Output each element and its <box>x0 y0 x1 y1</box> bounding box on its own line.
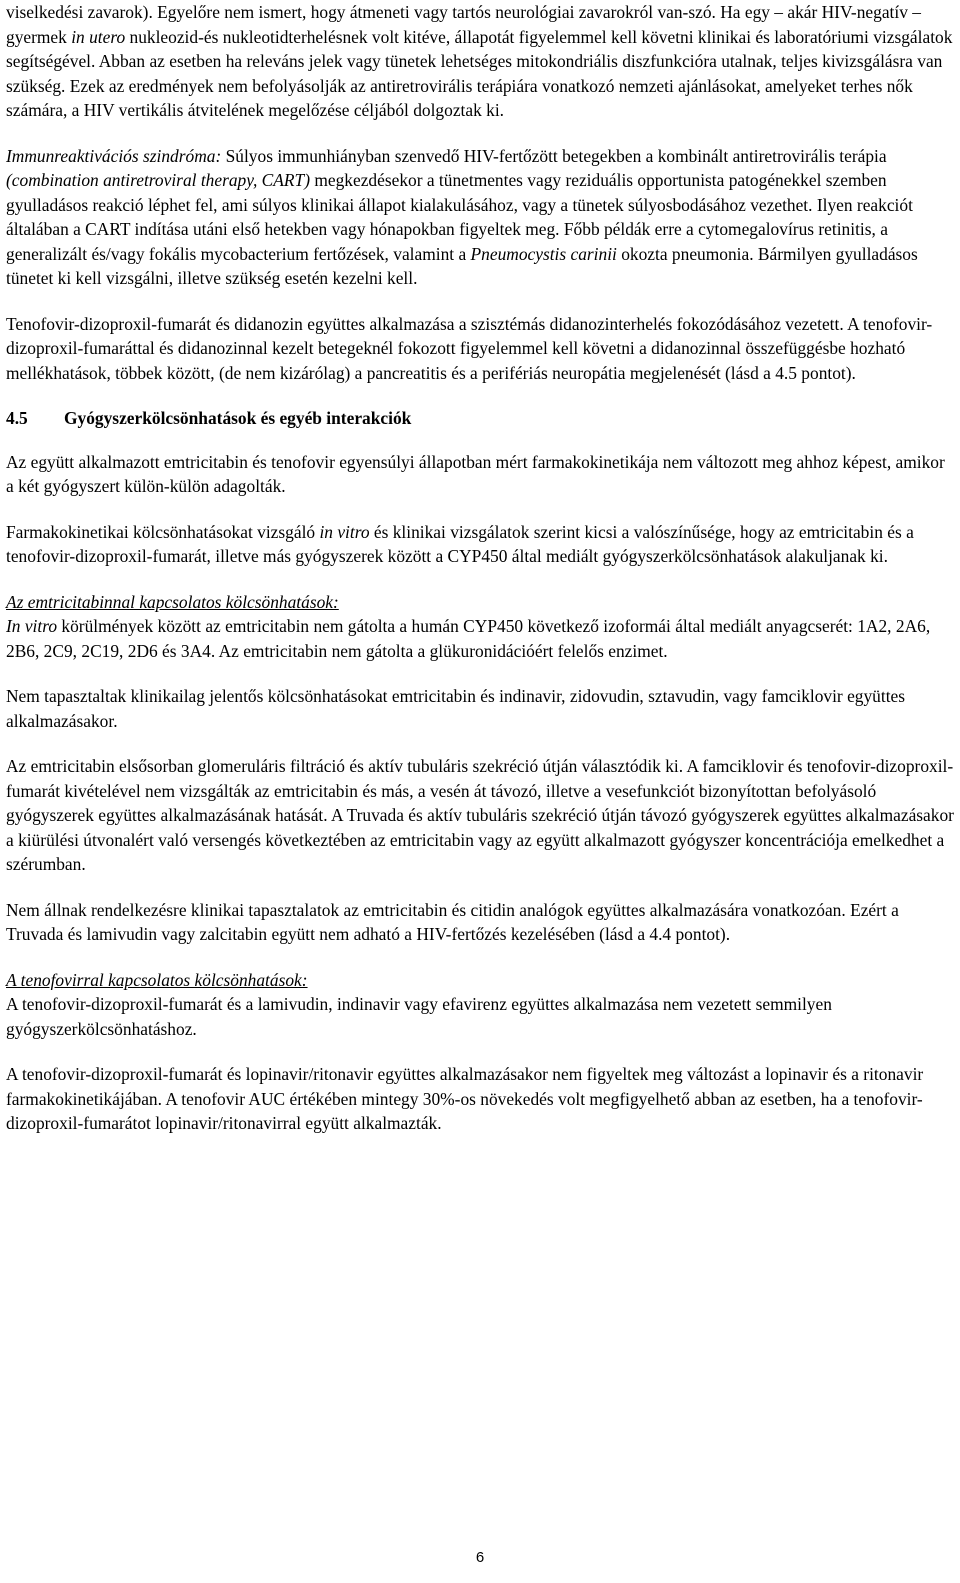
paragraph-didanosine: Tenofovir-dizoproxil-fumarát és didanozin együttes alkalmazása a szisztémás didanozinterhelés fokozódásához vezetett. A tenofovir-dizoproxil-fumaráttal és didanozinnal kezelt betegeknél fokozott figyelemmel kell követni a didanozinnal összefüggésbe hozható mellékhatások, többek között, (de nem kizárólag) a pancreatitis és a perifériás neuropátia megjelenését (lásd a 4.5 pontot). <box>6 313 933 383</box>
subsection-title: A tenofovirral kapcsolatos kölcsönhatások: <box>6 969 308 990</box>
section-title: Gyógyszerkölcsönhatások és egyéb interakciók <box>64 408 412 428</box>
section-number: 4.5 <box>6 408 28 428</box>
section-heading <box>6 406 954 431</box>
paragraph-cytidine-analogues: Nem állnak rendelkezésre klinikai tapasztalatok az emtricitabin és citidin analógok együttes alkalmazására vonatkozóan. Ezért a Truvada és lamivudin vagy zalcitabin együtt nem adható a HIV-fertőzés kezelésében (lásd a 4.4 pontot). <box>6 899 899 944</box>
text-span: viselkedési zavarok). Egyelőre nem ismert, hogy átmeneti vagy tartós neurológiai zavarokról van-szó. Ha egy – akár HIV-negatív – gyermek <box>6 2 921 47</box>
text-span: körülmények között az emtricitabin nem gátolta a humán CYP450 következő izoformái által mediált anyagcserét: 1A2, 2A6, 2B6, 2C9, 2C19, 2D6 és 3A4. Az emtricitabin nem gátolta a glükuronidációért felelős enzimet. <box>6 616 931 661</box>
document-page <box>6 0 954 1136</box>
paragraph-renal-elimination: Az emtricitabin elsősorban glomeruláris filtráció és aktív tubuláris szekréció útján választódik ki. A famciklovir és tenofovir-dizoproxil-fumarát kivételével nem vizsgálták az emtricitabin és más, a vesén át távozó, illetve a vesefunkciót bizonyítottan befolyásoló gyógyszerek együttes alkalmazásának hatását. A Truvada és aktív tubuláris szekréció útján távozó gyógyszerek együttes alkalmazásakor a kiürülési útvonalért való versengés következtében az emtricitabin vagy az együtt alkalmazott gyógyszer koncentrációja emelkedhet a szérumban. <box>6 756 954 874</box>
italic-term: In vitro <box>6 616 58 636</box>
text-span: nukleozid-és nukleotidterhelésnek volt kitéve, állapotát figyelemmel kell követni klinikai és laboratóriumi vizsgálatok segítségével. Abban az esetben ha releváns jelek vagy tünetek lehetséges mitokondriális diszfunkcióra utalnak, teljes kivizsgálásra van szükség. Ezek az eredmények nem befolyásolják az antiretrovirális terápiára vonatkozó nemzeti ajánlásokat, amelyeket terhes nők számára, a HIV vertikális átvitelének megelőzése céljából dolgoztak ki. <box>6 26 953 120</box>
text-span: Súlyos immunhiányban szenvedő HIV-fertőzött betegekben a kombinált antiretrovirális terápia <box>221 145 887 166</box>
paragraph-title: Immunreaktivációs szindróma: <box>6 145 222 166</box>
paragraph-pharmacokinetics: Az együtt alkalmazott emtricitabin és tenofovir egyensúlyi állapotban mért farmakokinetikája nem változott meg ahhoz képest, amikor a két gyógyszert külön-külön adagolták. <box>6 451 945 496</box>
text-span: A tenofovir-dizoproxil-fumarát és a lamivudin, indinavir vagy efavirenz együttes alkalmazása nem vezetett semmilyen gyógyszerkölcsönhatáshoz. <box>6 994 832 1039</box>
subsection-title: Az emtricitabinnal kapcsolatos kölcsönhatások: <box>6 591 339 612</box>
paragraph-tenofovir-interactions <box>6 968 954 1042</box>
italic-term: (combination antiretroviral therapy, CART) <box>6 170 310 190</box>
text-span: megkezdésekor a tünetmentes vagy reziduális opportunista patogénekkel szemben gyulladásos reakció léphet fel, ami súlyos klinikai állapot kialakulásához, vagy a tünetek súlyosbodásához vezethet. Ilyen reakciót általában a CART indítása utáni első hetekben vagy hónapokban figyeltek meg. Főbb példák erre a cytomegalovírus retinitis, a generalizált és/vagy fokális mycobacterium fertőzések, valamint a <box>6 170 913 264</box>
paragraph-immune-reactivation <box>6 144 954 291</box>
italic-term: in utero <box>71 26 126 47</box>
paragraph-emtricitabine-interactions <box>6 590 954 664</box>
italic-term: Pneumocystis carinii <box>470 243 617 264</box>
text-span: és klinikai vizsgálatok szerint kicsi a valószínűsége, hogy az emtricitabin és a tenofovir-dizoproxil-fumarát, illetve más gyógyszerek között a CYP450 által mediált gyógyszerkölcsönhatások alakuljanak ki. <box>6 521 914 566</box>
italic-term: in vitro <box>319 521 370 542</box>
paragraph-in-vitro <box>6 520 954 569</box>
paragraph-lopinavir: A tenofovir-dizoproxil-fumarát és lopinavir/ritonavir együttes alkalmazásakor nem figyeltek meg változást a lopinavir és a ritonavir farmakokinetikájában. A tenofovir AUC értékében mintegy 30%-os növekedés volt megfigyelhető abban az esetben, ha a tenofovir-dizoproxil-fumarátot lopinavir/ritonavirral együtt alkalmazták. <box>6 1064 924 1133</box>
paragraph-mitochondrial <box>6 0 954 123</box>
page-number: 6 <box>475 1549 485 1566</box>
text-span: Farmakokinetikai kölcsönhatásokat vizsgáló <box>6 521 320 542</box>
paragraph-no-interactions: Nem tapasztaltak klinikailag jelentős kölcsönhatásokat emtricitabin és indinavir, zidovudin, sztavudin, vagy famciklovir együttes alkalmazásakor. <box>6 686 906 731</box>
text-span: okozta pneumonia. Bármilyen gyulladásos tünetet ki kell vizsgálni, illetve szükség esetén kezelni kell. <box>6 243 918 288</box>
